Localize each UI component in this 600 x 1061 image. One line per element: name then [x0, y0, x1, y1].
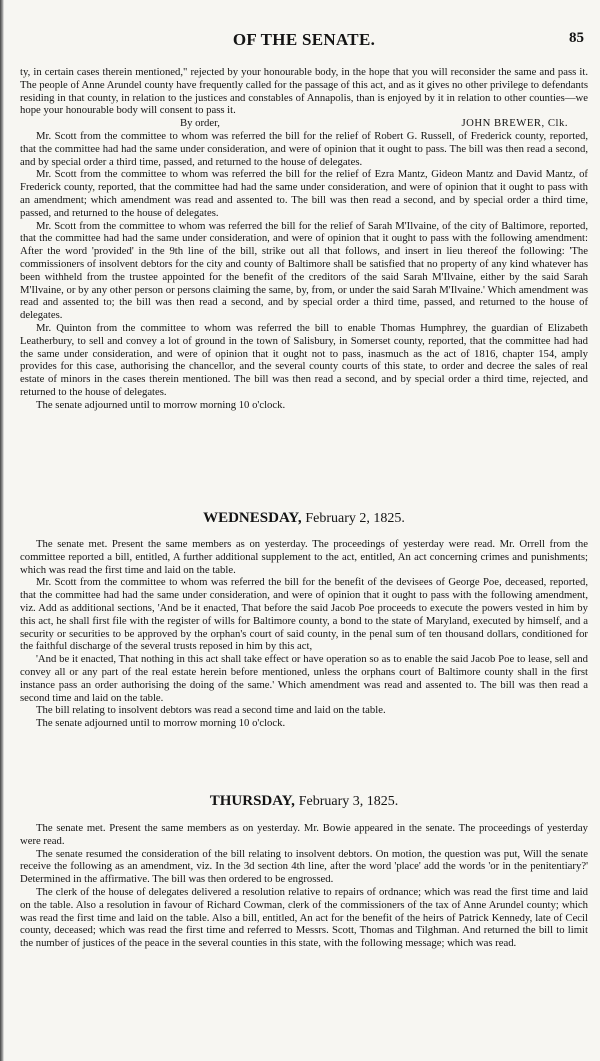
page-number: 85 [569, 30, 584, 46]
continuation-paragraph: ty, in certain cases therein mentioned," rejected by your honourable body, in the hope that you will reconsider the same and pass it. The people of Anne Arundel county have frequently called for the passage of this act, and as it gives no other privilege to defendants residing in that county, in relation to the justices and constables of Annapolis, than is enjoyed by it in relation to other counties—we hope your honourable body will consent to pass it. [20, 66, 588, 117]
paragraph: Mr. Quinton from the committee to whom was referred the bill to enable Thomas Humphrey, the guardian of Elizabeth Leatherbury, to sell and convey a lot of ground in the town of Salisbury, in Somerset county, reported, that the committee had had the same under consideration, and were of opinion that it ought not to pass, inasmuch as the act of 1816, chapter 154, amply provides for this case, authorising the chancellor, and the several county courts of this state, to order and decree the sales of real estate of minors in the cases therein mentioned. The bill was then read a second, and by special order a third time, rejected, and returned to the house of delegates. [20, 321, 588, 398]
running-head [20, 30, 588, 54]
paragraph: The clerk of the house of delegates delivered a resolution relative to repairs of ordnance; which was read the first time and laid on the table. Also a resolution in favour of Richard Cowman, clerk of the commissioners of the tax of Anne Arundel county; which was read the first time and laid on the table. Also a bill, entitled, An act for the benefit of the heirs of Patrick Kennedy, late of Cecil county, deceased; which was read the first time and referred to Messrs. Scott, Thomas and Tilghman. And returned the bill to limit the number of justices of the peace in the several counties in this state, with the following message; which was read. [20, 885, 588, 950]
clerk-signature: JOHN BREWER, Clk. [461, 117, 568, 130]
page-title: OF THE SENATE. [232, 30, 376, 49]
day-name: WEDNESDAY, [203, 510, 302, 526]
day-heading [20, 795, 588, 809]
section-continuation [20, 66, 588, 412]
section-wednesday [20, 512, 588, 526]
paragraph: Mr. Scott from the committee to whom was referred the bill for the benefit of the devisees of George Poe, deceased, reported, that the committee had had the same under consideration, and were of opinion that it ought to pass with the following amendment, viz. Add as additional sections, 'And be it enacted, That before the said Jacob Poe proceeds to execute the powers vested in him by this act, he shall first file with the register of wills for Baltimore county, a bond to the state of Maryland, executed by himself, and a security or securities to be approved by the orphan's court of said county, in the penal sum of ten thousand dollars, conditioned for the faithful discharge of the several trusts reposed in him by this act, [20, 576, 588, 653]
paragraph: 'And be it enacted, That nothing in this act shall take effect or have operation so as to enable the said Jacob Poe to lease, sell and convey all or any part of the real estate herein before mentioned, unless the orphans court of Baltimore county shall in the first instance pass an order authorising the doing of the same.' Which amendment was read and assented to. The bill was then read a second time and laid on the table. [20, 653, 588, 704]
by-order-text: By order, [180, 117, 220, 130]
paragraph: The senate met. Present the same members as on yesterday. Mr. Bowie appeared in the senate. The proceedings of yesterday were read. [20, 822, 588, 847]
paragraph: The senate adjourned until to morrow morning 10 o'clock. [36, 398, 286, 411]
page-binding-shadow [0, 0, 4, 1061]
paragraph: The senate resumed the consideration of the bill relating to insolvent debtors. On motion, the question was put, Will the senate receive the following as an amendment, viz. In the 3d section 4th line, after the word 'place' add the words 'or in the penitentiary?' Determined in the affirmative. The bill was then ordered to be engrossed. [20, 847, 588, 886]
paragraph: The senate met. Present the same members as on yesterday. The proceedings of yesterday were read. Mr. Orrell from the committee reported a bill, entitled, A further additional supplement to the act, entitled, An act concerning crimes and punishments; which was read the first time and laid on the table. [20, 538, 588, 576]
paragraph: Mr. Scott from the committee to whom was referred the bill for the relief of Sarah M'Ilvaine, of the city of Baltimore, reported, that the committee had had the same under consideration, and were of opinion that it ought to pass with the following amendment: After the word 'provided' in the 9th line of the bill, strike out all that follows, and insert in lieu thereof the following: 'The commissioners of insolvent debtors for the city and county of Baltimore shall be satisfied that no property of any kind whatever has been withheld from the trustee appointed for the benefit of the creditors of the said Sarah M'Ilvaine, either by the said Sarah M'Ilvaine, or by any other person or persons claiming the same, by, from, or under the said Sarah M'Ilvaine.' Which amendment was read and assented to; the bill was then read a second, and by special order a third time, passed, and returned to the house of delegates. [20, 219, 588, 322]
paragraph: The bill relating to insolvent debtors was read a second time and laid on the table. [36, 704, 386, 717]
day-date: February 2, 1825. [305, 511, 405, 526]
wednesday-body [20, 538, 588, 730]
thursday-body [20, 822, 588, 950]
paragraph: The senate adjourned until to morrow morning 10 o'clock. [36, 717, 286, 730]
signature-line [20, 117, 588, 130]
paragraph: Mr. Scott from the committee to whom was referred the bill for the relief of Robert G. Russell, of Frederick county, reported, that the committee had had the same under consideration, and were of opinion that it ought to pass. The bill was then read a second, and by special order a third time, passed, and returned to the house of delegates. [20, 129, 588, 168]
day-heading [20, 512, 588, 526]
section-thursday [20, 795, 588, 809]
day-date: February 3, 1825. [298, 794, 399, 809]
paragraph: Mr. Scott from the committee to whom was referred the bill for the relief of Ezra Mantz, Gideon Mantz and David Mantz, of Frederick county, reported, that the committee had had the same under consideration, and were of opinion that it ought to pass with an amendment; which amendment was read and assented to. The bill was then read a second, and by special order a third time, passed, and returned to the house of delegates. [20, 168, 588, 219]
day-name: THURSDAY, [209, 793, 295, 809]
